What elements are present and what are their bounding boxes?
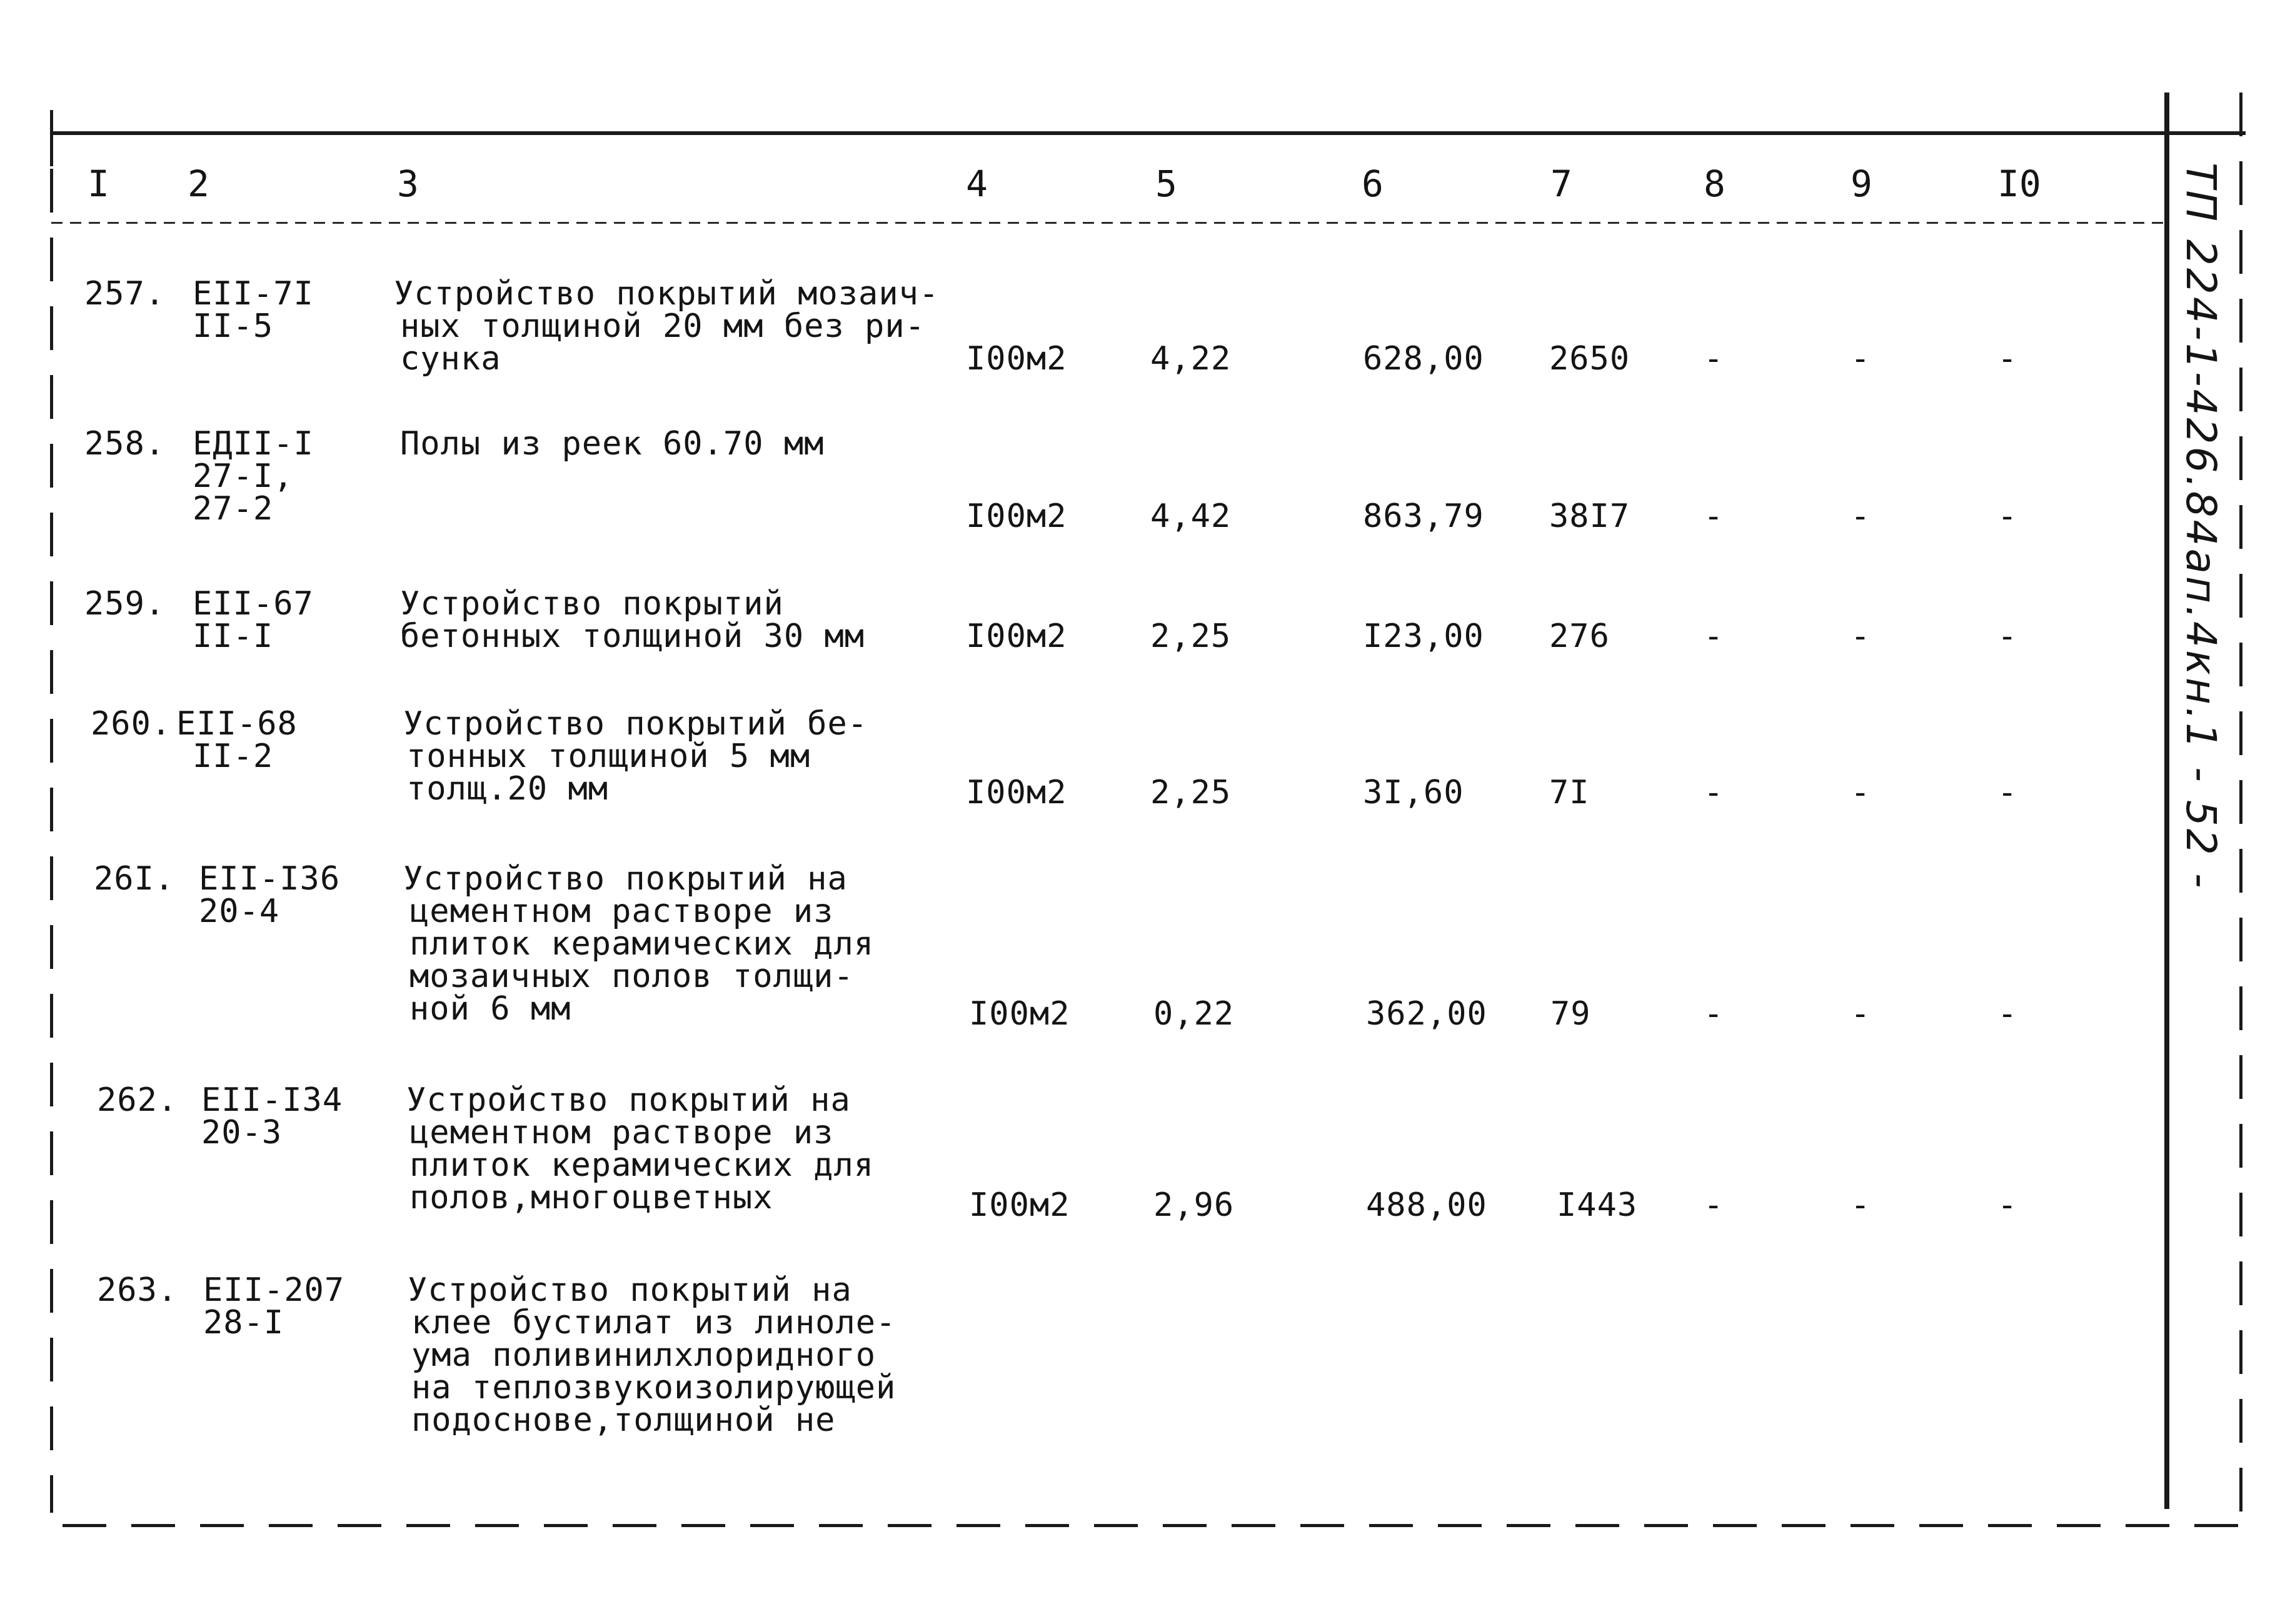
header-col-1: I: [88, 163, 109, 205]
unit-price-cell: 3I,60: [1363, 774, 1464, 811]
row-number: 262.: [97, 1081, 178, 1119]
quantity-cell: 2,96: [1153, 1186, 1235, 1224]
work-description-line: на теплозвукоизолирующей: [411, 1369, 896, 1406]
norm-code-line: ЕII-67: [193, 585, 314, 623]
document-code-vertical: [2172, 150, 2235, 950]
unit-price-cell: I23,00: [1363, 618, 1484, 655]
col10-cell: -: [1997, 1186, 2018, 1224]
work-description-line: подоснове,толщиной не: [411, 1401, 836, 1439]
work-description-line: цементном растворе из: [409, 1114, 834, 1151]
work-description-line: Устройство покрытий на: [408, 1271, 852, 1309]
unit-price-cell: 488,00: [1366, 1186, 1487, 1224]
header-col-3: 3: [397, 163, 419, 205]
work-description-line: клее бустилат из линоле-: [411, 1304, 896, 1341]
unit-price-cell: 628,00: [1363, 340, 1484, 378]
col10-cell: -: [1997, 618, 2018, 655]
unit-cell: I00м2: [966, 774, 1067, 811]
quantity-cell: 2,25: [1150, 774, 1232, 811]
header-separator: [51, 222, 2171, 224]
work-description-line: ных толщиной 20 мм без ри-: [400, 308, 925, 345]
col10-cell: -: [1997, 995, 2018, 1033]
header-col-4: 4: [966, 163, 988, 205]
col9-cell: -: [1851, 498, 1871, 535]
work-description-line: Полы из реек 60.70 мм: [400, 425, 825, 463]
norm-code-line: ЕII-207: [203, 1271, 345, 1309]
total-cost-cell: 2650: [1549, 340, 1630, 378]
document-code-text: ТП 224-1-426.84ап.4кн.1 - 52 -: [2177, 163, 2225, 891]
unit-price-cell: 362,00: [1366, 995, 1487, 1033]
col8-cell: -: [1704, 618, 1724, 655]
header-col-10: I0: [1997, 163, 2041, 205]
norm-code-line: ЕII-68: [176, 705, 298, 743]
norm-code-line: 28-I: [203, 1304, 284, 1341]
right-inner-border: [2164, 93, 2169, 1509]
norm-code-line: ЕII-I34: [201, 1081, 343, 1119]
total-cost-cell: I443: [1557, 1186, 1638, 1224]
right-outer-border: [2239, 93, 2242, 1530]
header-col-7: 7: [1550, 163, 1572, 205]
unit-cell: I00м2: [969, 1186, 1070, 1224]
unit-cell: I00м2: [969, 995, 1070, 1033]
row-number: 258.: [84, 425, 166, 463]
top-border: [51, 131, 2246, 135]
work-description-line: тонных толщиной 5 мм: [406, 738, 811, 775]
norm-code-line: ЕII-I36: [199, 860, 341, 898]
norm-code-line: II-2: [193, 738, 274, 775]
work-description-line: плиток керамических для: [409, 925, 875, 963]
col10-cell: -: [1997, 340, 2018, 378]
unit-cell: I00м2: [966, 340, 1067, 378]
header-col-9: 9: [1851, 163, 1872, 205]
total-cost-cell: 276: [1549, 618, 1610, 655]
norm-code-line: ЕДII-I: [193, 425, 314, 463]
col9-cell: -: [1851, 340, 1871, 378]
work-description-line: Устройство покрытий мозаич-: [394, 275, 940, 313]
norm-code-line: II-5: [193, 308, 274, 345]
work-description-line: Устройство покрытий: [400, 585, 784, 623]
col8-cell: -: [1704, 1186, 1724, 1224]
col8-cell: -: [1704, 774, 1724, 811]
work-description-line: Устройство покрытий бе-: [403, 705, 868, 743]
col8-cell: -: [1704, 995, 1724, 1033]
header-col-6: 6: [1362, 163, 1384, 205]
unit-cell: I00м2: [966, 618, 1067, 655]
work-description-line: бетонных толщиной 30 мм: [400, 618, 865, 655]
quantity-cell: 4,42: [1150, 498, 1232, 535]
norm-code-line: 27-I,: [193, 458, 294, 495]
col10-cell: -: [1997, 498, 2018, 535]
norm-code-line: II-I: [193, 618, 274, 655]
col9-cell: -: [1851, 995, 1871, 1033]
work-description-line: мозаичных полов толщи-: [409, 958, 854, 995]
work-description-line: Устройство покрытий на: [403, 860, 848, 898]
norm-code-line: 20-4: [199, 893, 280, 930]
total-cost-cell: 79: [1550, 995, 1591, 1033]
norm-code-line: ЕII-7I: [193, 275, 314, 313]
row-number: 259.: [84, 585, 166, 623]
work-description-line: плиток керамических для: [409, 1146, 875, 1184]
left-border: [50, 169, 53, 1513]
work-description-line: ума поливинилхлоридного: [411, 1336, 876, 1374]
work-description-line: толщ.20 мм: [406, 770, 609, 808]
norm-code-line: 27-2: [193, 490, 274, 528]
left-border-top: [50, 110, 53, 166]
col10-cell: -: [1997, 774, 2018, 811]
quantity-cell: 2,25: [1150, 618, 1232, 655]
header-col-5: 5: [1155, 163, 1177, 205]
header-col-2: 2: [188, 163, 209, 205]
work-description-line: Устройство покрытий на: [406, 1081, 851, 1119]
col8-cell: -: [1704, 340, 1724, 378]
row-number: 26I.: [94, 860, 175, 898]
quantity-cell: 0,22: [1153, 995, 1235, 1033]
row-number: 257.: [84, 275, 166, 313]
row-number: 263.: [97, 1271, 178, 1309]
work-description-line: цементном растворе из: [409, 893, 834, 930]
row-number: 260.: [91, 705, 172, 743]
norm-code-line: 20-3: [201, 1114, 283, 1151]
unit-price-cell: 863,79: [1363, 498, 1484, 535]
col8-cell: -: [1704, 498, 1724, 535]
bottom-border: [63, 1524, 2244, 1527]
col9-cell: -: [1851, 774, 1871, 811]
work-description-line: полов,многоцветных: [409, 1179, 773, 1216]
total-cost-cell: 7I: [1549, 774, 1590, 811]
quantity-cell: 4,22: [1150, 340, 1232, 378]
total-cost-cell: 38I7: [1549, 498, 1630, 535]
work-description-line: сунка: [400, 340, 501, 378]
header-col-8: 8: [1704, 163, 1725, 205]
col9-cell: -: [1851, 618, 1871, 655]
work-description-line: ной 6 мм: [409, 990, 571, 1028]
unit-cell: I00м2: [966, 498, 1067, 535]
col9-cell: -: [1851, 1186, 1871, 1224]
